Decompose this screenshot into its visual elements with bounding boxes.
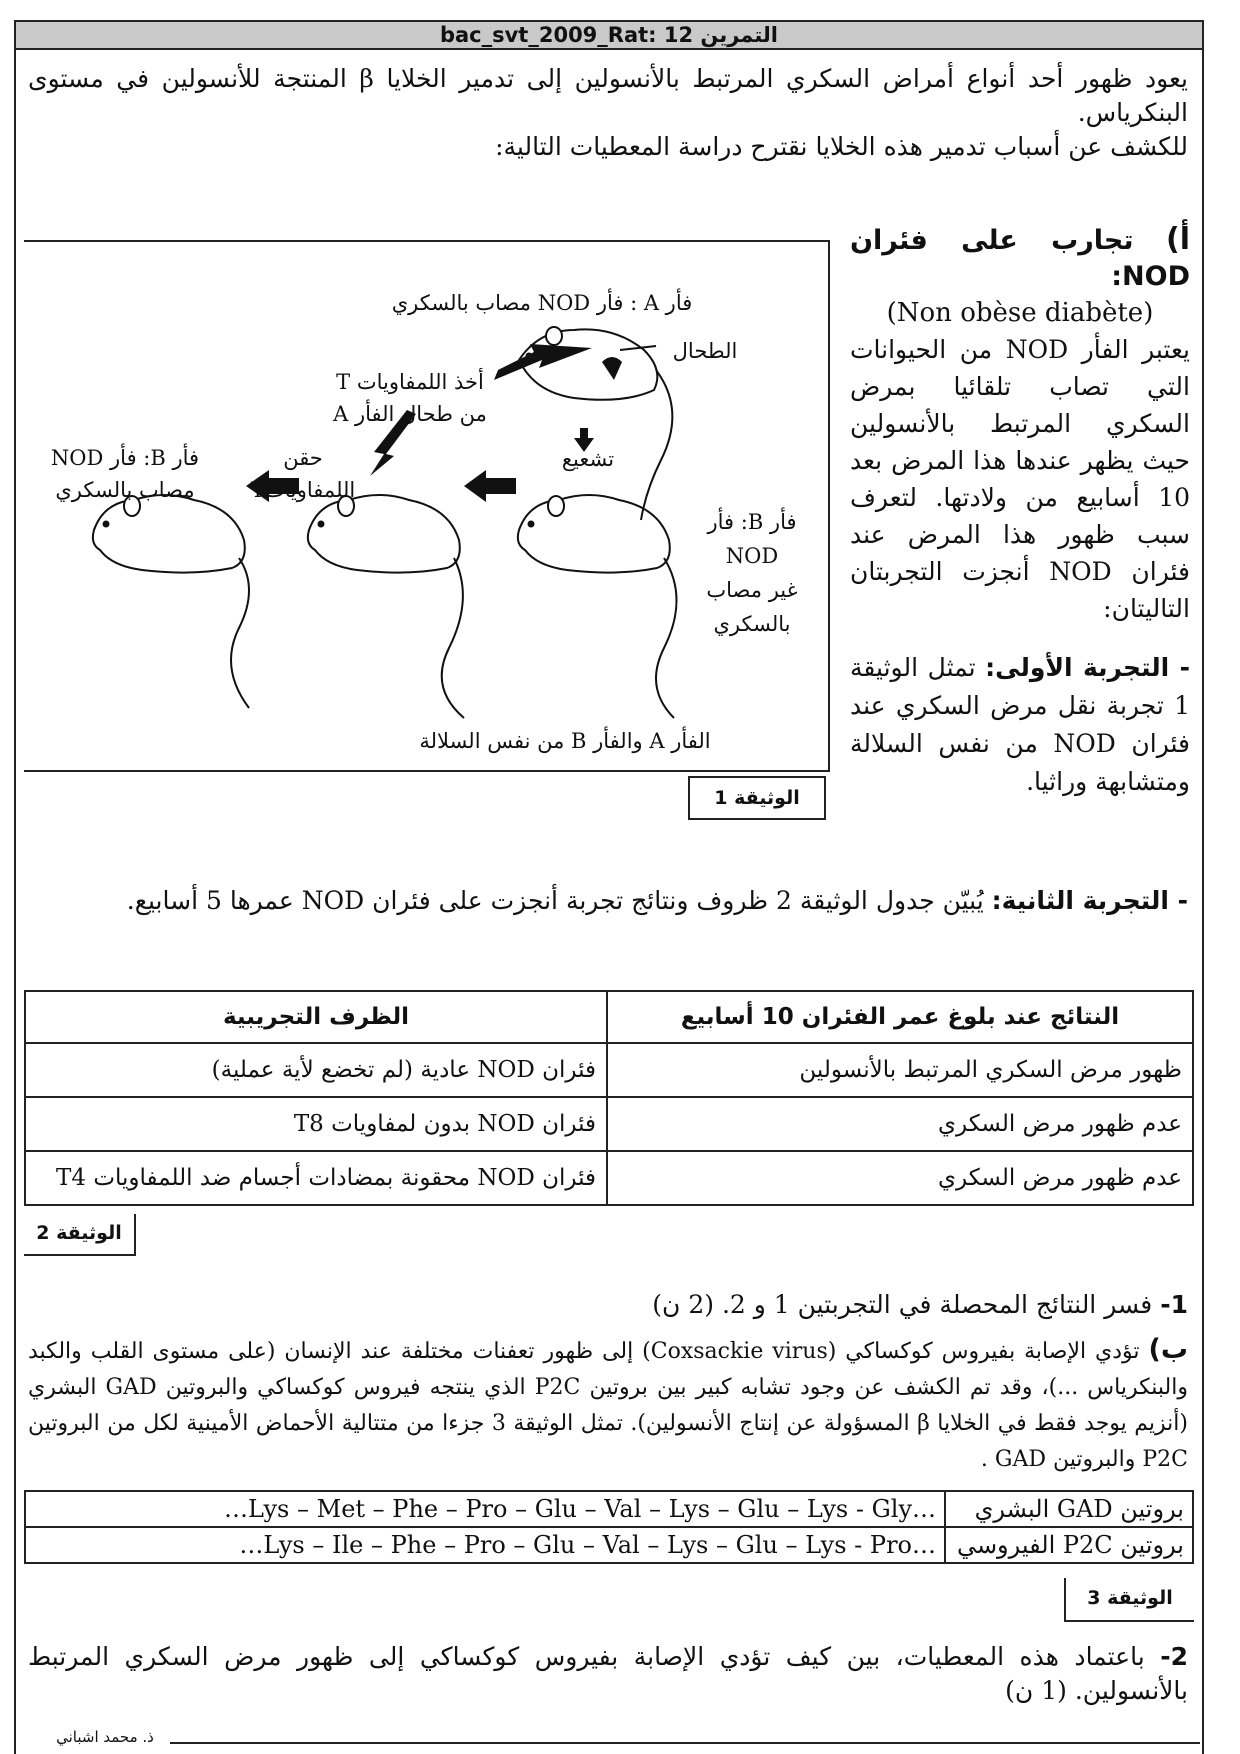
label-mouse-b-healthy xyxy=(692,505,812,641)
footer-rule xyxy=(170,1742,1200,1744)
label-mouse-a: فأر A : فأر NOD مصاب بالسكري xyxy=(391,291,693,315)
footer-author: ذ. محمد اشباني xyxy=(56,1728,154,1746)
question-1-text: فسر النتائج المحصلة في التجربتين 1 و 2. (2 ن) xyxy=(652,1290,1153,1319)
intro-line-1: يعود ظهور أحد أنواع أمراض السكري المرتبط بالأنسولين إلى تدمير الخلايا β المنتجة للأنسولين في مستوى البنكرياس. xyxy=(28,64,1189,127)
exp1-label: - التجربة الأولى: xyxy=(985,653,1190,682)
label-take-t-line1: أخذ اللمفاويات T xyxy=(336,370,484,394)
cell-result: عدم ظهور مرض السكري xyxy=(607,1097,1193,1151)
label-mouse-b-healthy-line1: فأر B: فأر xyxy=(707,510,797,534)
table-row xyxy=(25,1491,1193,1527)
label-mouse-b-diabetic xyxy=(30,442,220,506)
mouse-right-icon xyxy=(518,495,677,718)
question-2 xyxy=(28,1640,1188,1708)
document-1-caption: الوثيقة 1 xyxy=(688,776,826,820)
part-b-paragraph xyxy=(28,1332,1188,1478)
sequence-p2c: …Lys – Ile – Phe – Pro – Glu – Val – Lys – Glu – Lys - Pro… xyxy=(25,1527,945,1563)
label-inject-line2: اللمفاوياتT xyxy=(250,478,356,502)
label-inject-line1: حقن xyxy=(283,446,323,470)
table-row xyxy=(25,1097,1193,1151)
exp2-label: - التجربة الثانية: xyxy=(991,886,1188,915)
label-mouse-b-healthy-line2: NOD xyxy=(725,544,779,568)
cell-condition: فئران NOD محقونة بمضادات أجسام ضد اللمفاويات T4 xyxy=(25,1151,607,1205)
label-mouse-b-diabetic-line1: فأر B: فأر NOD xyxy=(50,446,200,470)
exercise-header xyxy=(14,20,1204,50)
label-spleen: الطحال xyxy=(672,339,738,363)
protein-name-p2c: بروتين P2C الفيروسي xyxy=(945,1527,1193,1563)
label-mouse-b-diabetic-line2: مصاب بالسكري xyxy=(55,478,195,502)
cell-result: عدم ظهور مرض السكري xyxy=(607,1151,1193,1205)
table-row xyxy=(25,1043,1193,1097)
label-mouse-b-healthy-line3: غير مصاب xyxy=(706,578,798,602)
header-result: النتائج عند بلوغ عمر الفئران 10 أسابيع xyxy=(607,991,1193,1043)
exp1-text: تمثل الوثيقة 1 تجربة نقل مرض السكري عند فئران NOD من نفس السلالة ومتشابهة وراثيا. xyxy=(850,653,1190,796)
exp2-text: يُبيّن جدول الوثيقة 2 ظروف ونتائج تجربة أنجزت على فئران NOD عمرها 5 أسابيع. xyxy=(126,886,984,915)
question-2-number: 2- xyxy=(1160,1642,1188,1671)
part-b-text: تؤدي الإصابة بفيروس كوكساكي (Coxsackie virus) إلى ظهور تعفنات مختلفة عند الإنسان (على مستوى القلب والكبد والبنكرياس ...)، وقد تم الكشف عن وجود تشابه كبير بين بروتين P2C الذي ينتجه فيروس كوكساكي والبروتين GAD البشري (أنزيم يوجد فقط في الخلايا β المسؤولة عن إنتاج الأنسولين). تمثل الوثيقة 3 جزءا من متتالية الأحماض الأمينية لكل من البروتين P2C والبروتين GAD . xyxy=(28,1339,1188,1472)
arrow-right-to-middle xyxy=(464,470,516,502)
cell-condition: فئران NOD عادية (لم تخضع لأية عملية) xyxy=(25,1043,607,1097)
part-a-subtitle: (Non obèse diabète) xyxy=(886,298,1154,328)
intro-paragraph xyxy=(28,62,1188,164)
document-2-caption: الوثيقة 2 xyxy=(24,1214,136,1256)
sequence-gad: …Lys – Met – Phe – Pro – Glu – Val – Lys – Glu – Lys - Gly… xyxy=(25,1491,945,1527)
label-inject xyxy=(228,442,378,506)
intro-line-2: للكشف عن أسباب تدمير هذه الخلايا نقترح دراسة المعطيات التالية: xyxy=(495,132,1188,161)
exp1-paragraph xyxy=(850,649,1190,801)
cell-result: ظهور مرض السكري المرتبط بالأنسولين xyxy=(607,1043,1193,1097)
question-1-number: 1- xyxy=(1160,1290,1188,1319)
document-3-table xyxy=(24,1490,1194,1564)
label-same-strain: الفأر A والفأر B من نفس السلالة xyxy=(419,729,711,753)
exercise-title: bac_svt_2009_Rat: 12 التمرين xyxy=(439,23,779,47)
label-irradiation: تشعيع xyxy=(561,447,615,471)
table-header-row xyxy=(25,991,1193,1043)
protein-name-gad: بروتين GAD البشري xyxy=(945,1491,1193,1527)
header-condition: الظرف التجريبية xyxy=(25,991,607,1043)
question-2-text: باعتماد هذه المعطيات، بين كيف تؤدي الإصابة بفيروس كوكساكي إلى ظهور مرض السكري المرتبط بالأنسولين. (1 ن) xyxy=(28,1642,1188,1705)
part-a-column xyxy=(850,222,1190,801)
cell-condition: فئران NOD بدون لمفاويات T8 xyxy=(25,1097,607,1151)
label-take-t xyxy=(310,366,510,430)
label-mouse-b-healthy-line4: بالسكري xyxy=(713,612,791,636)
mouse-left-icon xyxy=(93,495,249,708)
table-row xyxy=(25,1151,1193,1205)
document-2-table xyxy=(24,990,1194,1206)
mouse-middle-icon xyxy=(308,495,464,718)
document-3-caption: الوثيقة 3 xyxy=(1064,1578,1194,1622)
part-b-marker: ب) xyxy=(1148,1334,1188,1365)
question-1 xyxy=(28,1288,1188,1322)
label-take-t-line2: من طحال الفأر A xyxy=(333,402,487,426)
part-a-heading: أ) تجارب على فئران NOD: xyxy=(850,222,1190,292)
part-a-text: يعتبر الفأر NOD من الحيوانات التي تصاب تلقائيا بمرض السكري المرتبط بالأنسولين حيث يظهر عندها هذا المرض بعد 10 أسابيع من ولادتها. لتعرف سبب ظهور هذا المرض عند فئران NOD أنجزت التجربتان التاليتان: xyxy=(850,335,1190,623)
exp2-paragraph xyxy=(28,884,1188,918)
table-row xyxy=(25,1527,1193,1563)
